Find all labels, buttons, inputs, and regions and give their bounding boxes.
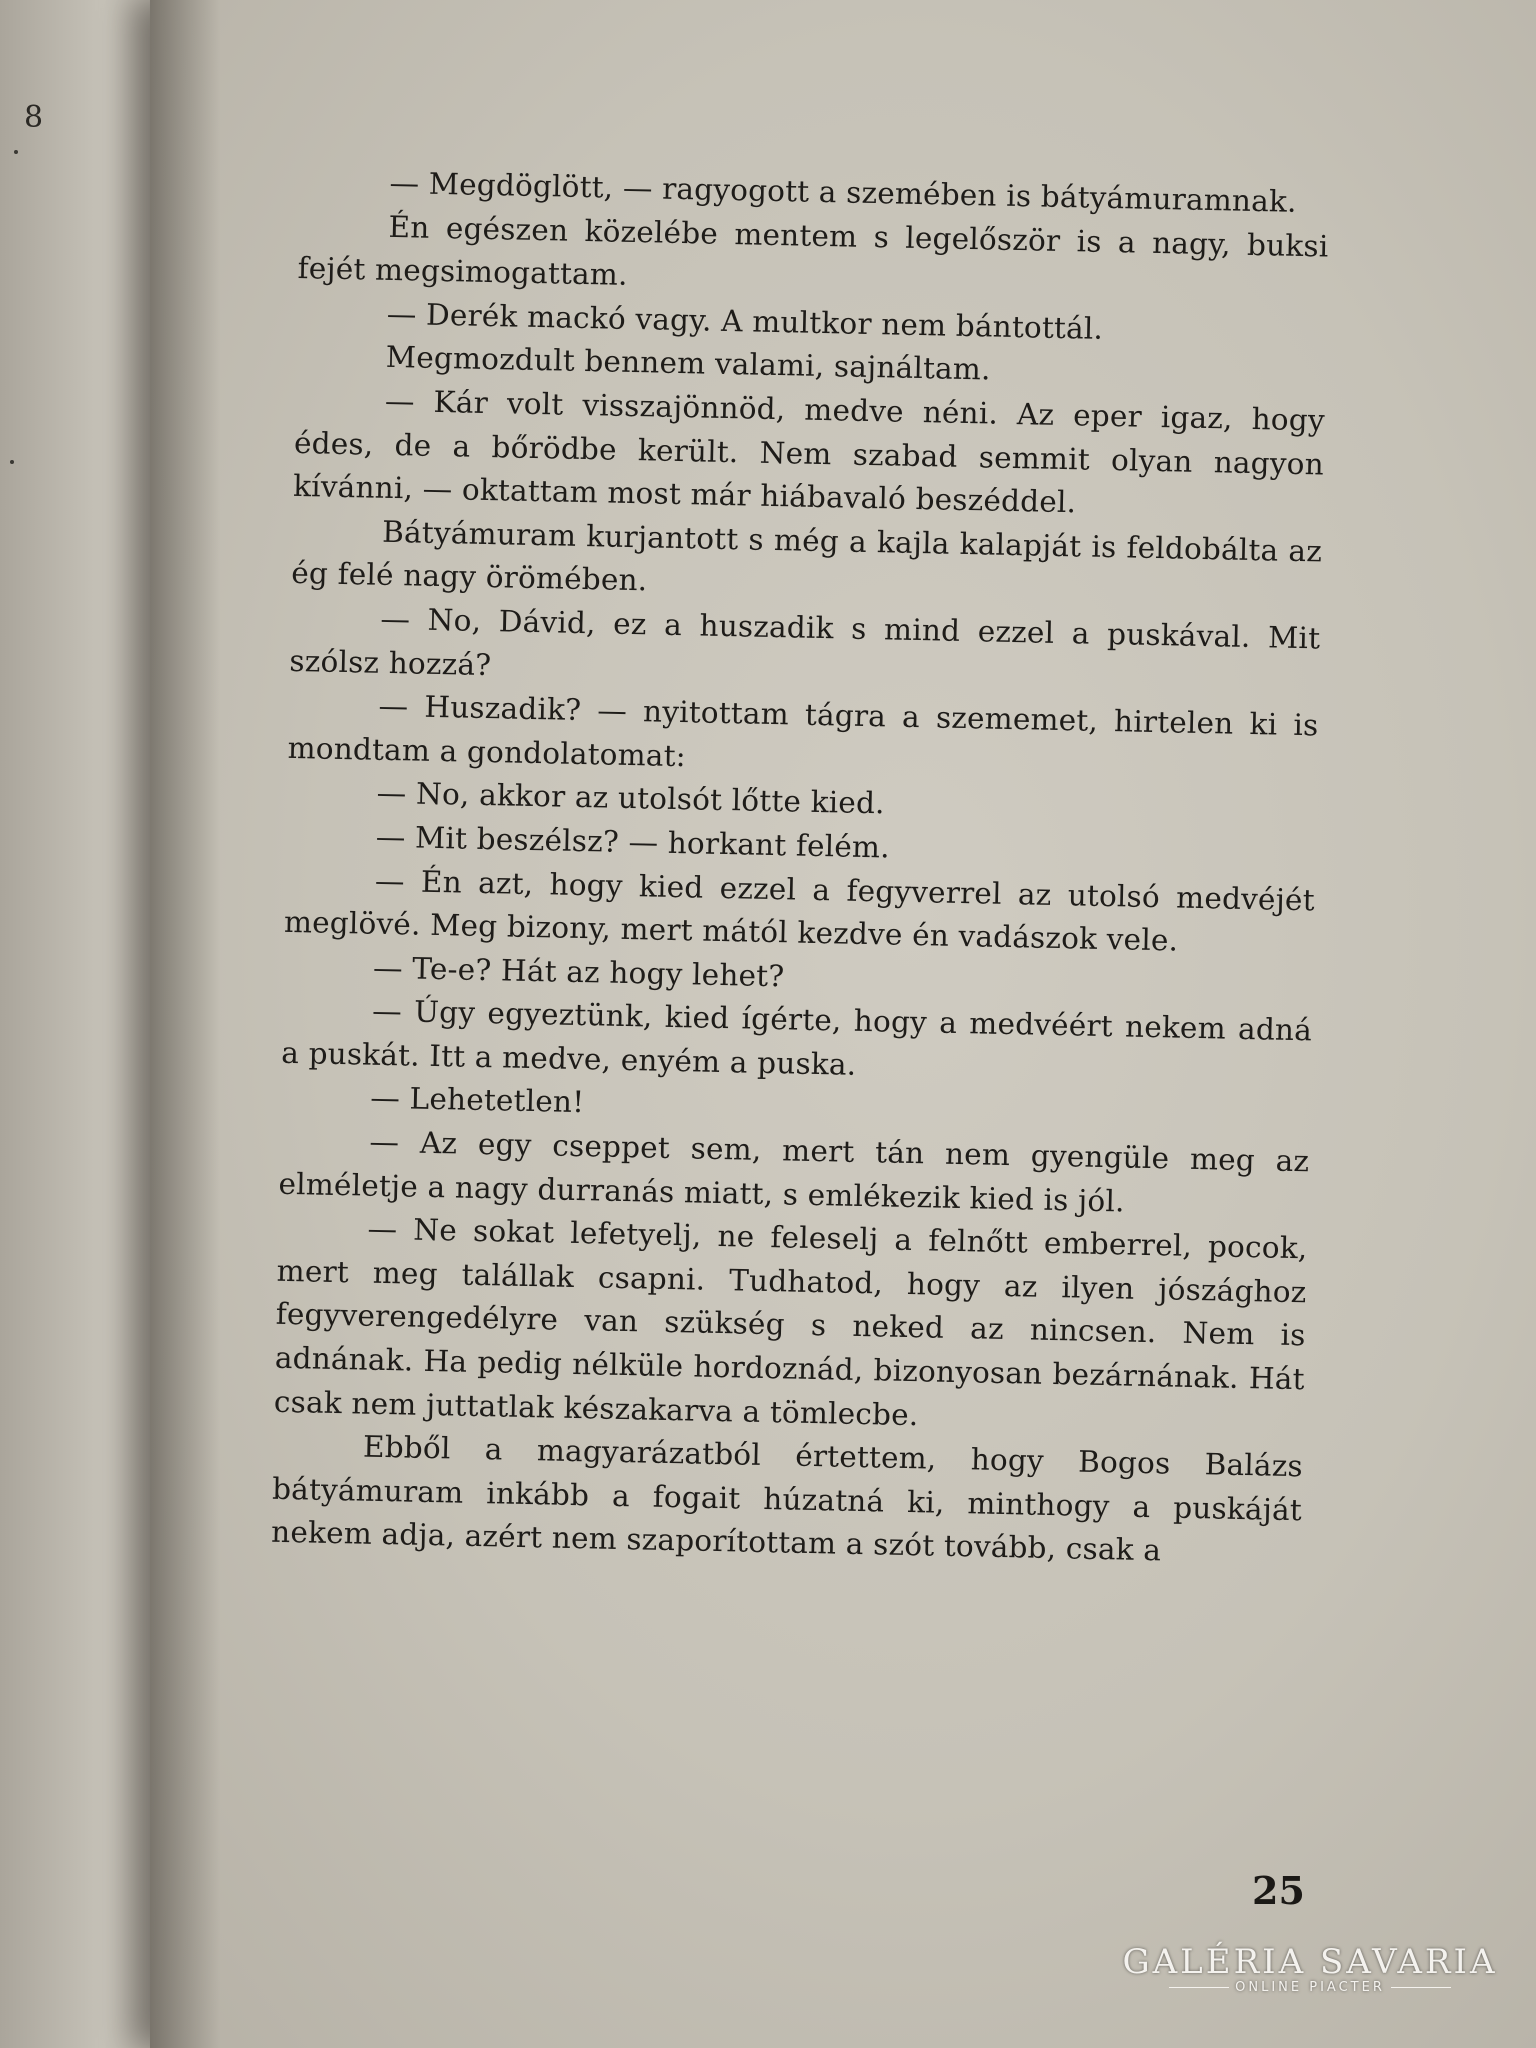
watermark	[1120, 1942, 1500, 1995]
paragraph: — No, akkor az utolsót lőtte kied.	[376, 776, 886, 821]
paragraph: — Megdöglött, — ragyogott a szemében is bátyámuramnak.	[389, 165, 1297, 219]
paragraph: — Derék mackó vagy. A multkor nem bántottál.	[386, 296, 1104, 346]
paragraph: Én egészen közelébe mentem s legelőször is a nagy, buksi fejét megsimogattam.	[297, 209, 1329, 293]
divider	[1169, 1987, 1229, 1988]
margin-dot	[14, 150, 18, 154]
paragraph: — Mit beszélsz? — horkant felém.	[375, 819, 891, 865]
paragraph: — Én azt, hogy kied ezzel a fegyverrel az utolsó medvéjét meglövé. Meg bizony, mert mától kezdve én vadászok vele.	[283, 863, 1316, 958]
paragraph: — Huszadik? — nyitottam tágra a szememet, hirtelen ki is mondtam a gondolatomat:	[287, 688, 1319, 773]
paragraph: — Lehetetlen!	[370, 1081, 585, 1120]
page-text	[271, 160, 1330, 1576]
margin-dot	[10, 460, 14, 464]
page-fold-shadow	[150, 0, 220, 2048]
watermark-name: GALÉRIA SAVARIA	[1122, 1942, 1498, 1982]
divider	[1391, 1987, 1451, 1988]
margin-mark: 8	[24, 100, 44, 135]
paragraph: Ebből a magyarázatból értettem, hogy Bogos Balázs bátyámuram inkább a fogait húzatná ki, minthogy a puskáját nekem adja, azért nem szaporítottam a szót tovább, csak a	[270, 1429, 1304, 1568]
watermark-subtitle-text: ONLINE PIACTER	[1235, 1980, 1385, 1995]
paragraph: — Te-e? Hát az hogy lehet?	[372, 950, 785, 994]
paragraph: — No, Dávid, ez a huszadik s mind ezzel a puskával. Mit szólsz hozzá?	[289, 601, 1321, 682]
paragraph: — Az egy cseppet sem, mert tán nem gyengüle meg az elméletje a nagy durranás miatt, s emlékezik kied is jól.	[278, 1124, 1310, 1219]
watermark-subtitle	[1120, 1980, 1500, 1995]
paragraph: — Kár volt visszajönnöd, medve néni. Az eper igaz, hogy édes, de a bőrödbe került. Nem szabad semmit olyan nagyon kívánni, — oktattam most már hiábavaló beszéddel.	[292, 383, 1326, 520]
paragraph: — Úgy egyeztünk, kied ígérte, hogy a medvéért nekem adná a puskát. Itt a medve, enyém a puska.	[280, 993, 1313, 1082]
page-number: 25	[1252, 1868, 1305, 1913]
paragraph: — Ne sokat lefetyelj, ne feleselj a felnőtt emberrel, pocok, mert meg talállak csapni. Tudhatod, hogy az ilyen jószághoz fegyverengedélyre van szükség s neked az nincsen. Nem is adnának. Ha pedig nélküle hordoznád, bizonyosan bezárnának. Hát csak nem juttatlak készakarva a tömlecbe.	[273, 1211, 1308, 1432]
paragraph: Bátyámuram kurjantott s még a kajla kalapját is feldobálta az ég felé nagy örömében.	[290, 514, 1323, 598]
paragraph: Megmozdult bennem valami, sajnáltam.	[385, 340, 991, 387]
